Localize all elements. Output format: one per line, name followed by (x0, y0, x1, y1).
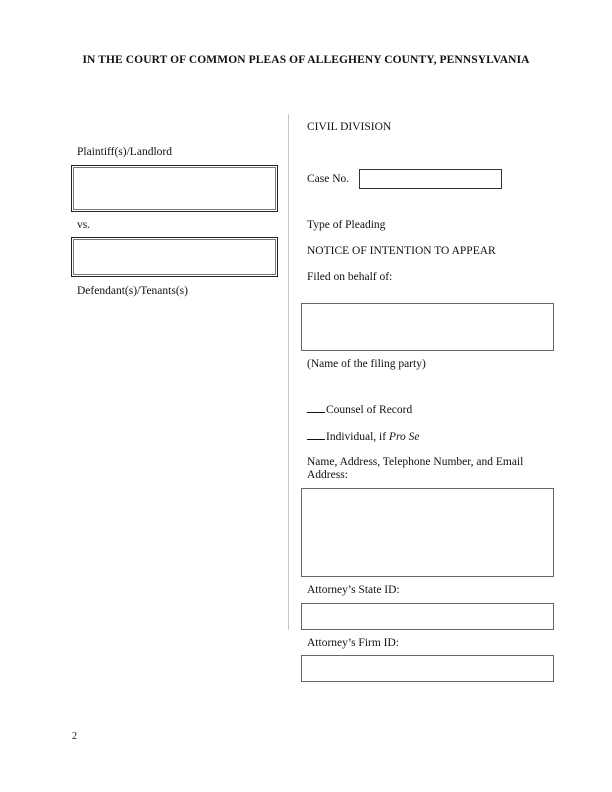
filing-party-field[interactable] (301, 303, 554, 351)
filed-on-behalf-label: Filed on behalf of: (307, 271, 393, 283)
individual-option-label: Individual, if (326, 431, 389, 443)
page-number: 2 (72, 731, 77, 742)
contact-label-line1: Name, Address, Telephone Number, and Email (307, 456, 524, 468)
plaintiff-field[interactable] (71, 165, 278, 212)
counsel-option-label: Counsel of Record (326, 404, 413, 416)
type-of-pleading-label: Type of Pleading (307, 219, 386, 231)
individual-pro-se-option[interactable] (307, 430, 419, 444)
defendant-label: Defendant(s)/Tenants(s) (77, 285, 188, 297)
vs-label: vs. (77, 219, 91, 231)
firm-id-label: Attorney’s Firm ID: (307, 637, 399, 649)
case-no-field[interactable] (359, 169, 502, 189)
plaintiff-label: Plaintiff(s)/Landlord (77, 146, 172, 158)
counsel-of-record-option[interactable] (307, 403, 412, 417)
case-no-label: Case No. (307, 173, 350, 185)
column-divider (288, 114, 289, 630)
division-label: CIVIL DIVISION (307, 121, 392, 133)
contact-info-field[interactable] (301, 488, 554, 577)
pro-se-text: Pro Se (388, 431, 420, 443)
individual-blank-line (307, 430, 325, 440)
contact-label-line2: Address: (307, 469, 348, 481)
state-id-label: Attorney’s State ID: (307, 584, 400, 596)
firm-id-field[interactable] (301, 655, 554, 682)
state-id-field[interactable] (301, 603, 554, 630)
filing-party-caption: (Name of the filing party) (307, 358, 426, 370)
pleading-title: NOTICE OF INTENTION TO APPEAR (307, 245, 496, 257)
defendant-field[interactable] (71, 237, 278, 277)
counsel-blank-line (307, 403, 325, 413)
court-title: IN THE COURT OF COMMON PLEAS OF ALLEGHENY COUNTY, PENNSYLVANIA (82, 54, 530, 66)
